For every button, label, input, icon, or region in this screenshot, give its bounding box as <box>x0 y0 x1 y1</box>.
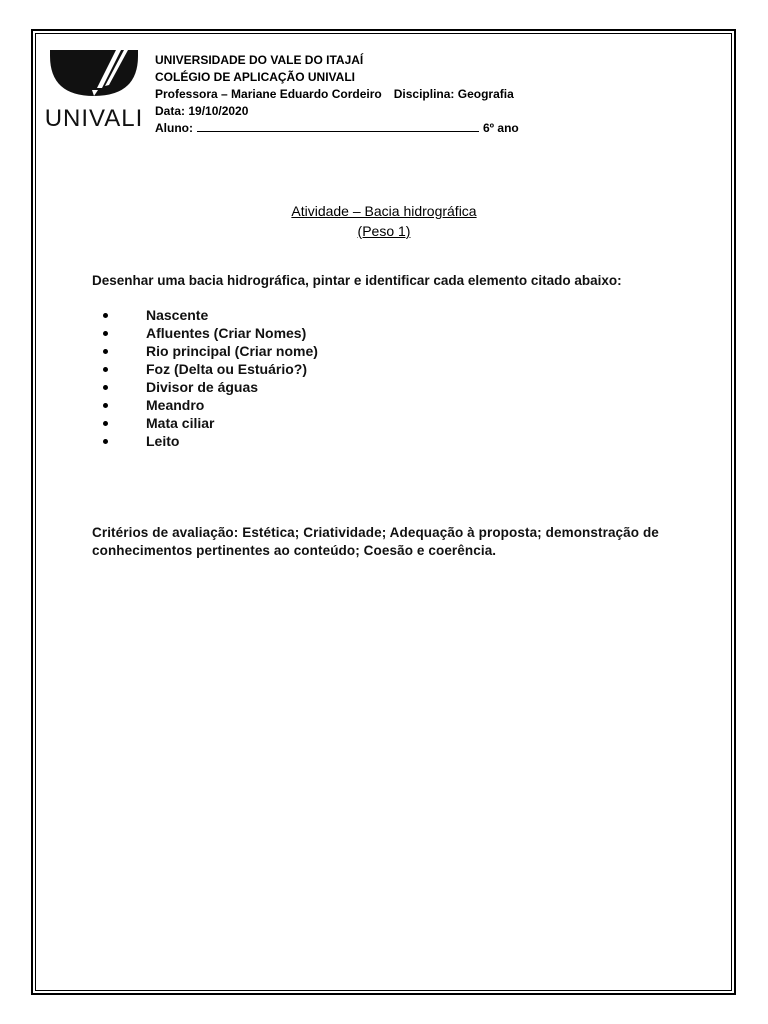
date: Data: 19/10/2020 <box>155 104 249 118</box>
bullet-icon <box>103 313 108 318</box>
school-name: COLÉGIO DE APLICAÇÃO UNIVALI <box>155 70 356 84</box>
university-name: UNIVERSIDADE DO VALE DO ITAJAÍ <box>155 53 364 67</box>
title-line-1: Atividade – Bacia hidrográfica <box>291 203 477 219</box>
student-line <box>155 120 725 137</box>
list-item-label: Nascente <box>146 307 209 323</box>
list-item-label: Divisor de águas <box>146 379 259 395</box>
list-item-label: Leito <box>146 433 180 449</box>
list-item-label: Rio principal (Criar nome) <box>146 343 318 359</box>
list-item <box>100 432 318 450</box>
bullet-icon <box>103 403 108 408</box>
list-item <box>100 324 318 342</box>
list-item-label: Afluentes (Criar Nomes) <box>146 325 307 341</box>
grade: 6º ano <box>483 121 519 135</box>
header-block <box>155 52 725 137</box>
bullet-icon <box>103 385 108 390</box>
teacher-name: Professora – Mariane Eduardo Cordeiro <box>155 87 382 101</box>
list-item <box>100 342 318 360</box>
bullet-icon <box>103 349 108 354</box>
instruction-text: Desenhar uma bacia hidrográfica, pintar e identificar cada elemento citado abaixo: <box>92 273 622 288</box>
list-item-label: Foz (Delta ou Estuário?) <box>146 361 307 377</box>
elements-list <box>100 306 318 450</box>
bullet-icon <box>103 421 108 426</box>
title-line-2: (Peso 1) <box>357 223 411 239</box>
list-item <box>100 396 318 414</box>
activity-title <box>0 201 768 241</box>
bullet-icon <box>103 367 108 372</box>
bullet-icon <box>103 331 108 336</box>
bullet-icon <box>103 439 108 444</box>
teacher-discipline-line <box>155 86 725 103</box>
univali-logo <box>42 50 146 130</box>
discipline: Disciplina: Geografia <box>393 87 514 101</box>
evaluation-criteria: Critérios de avaliação: Estética; Criatividade; Adequação à proposta; demonstração de conhecimentos pertinentes ao conteúdo; Coesão e coerência. <box>92 525 659 558</box>
list-item <box>100 378 318 396</box>
list-item-label: Mata ciliar <box>146 415 215 431</box>
list-item <box>100 360 318 378</box>
logo-text: UNIVALI <box>44 105 144 130</box>
page-border-inner <box>35 33 732 991</box>
student-label: Aluno: <box>155 121 193 135</box>
student-name-blank[interactable] <box>197 120 479 132</box>
list-item <box>100 306 318 324</box>
list-item-label: Meandro <box>146 397 205 413</box>
list-item <box>100 414 318 432</box>
